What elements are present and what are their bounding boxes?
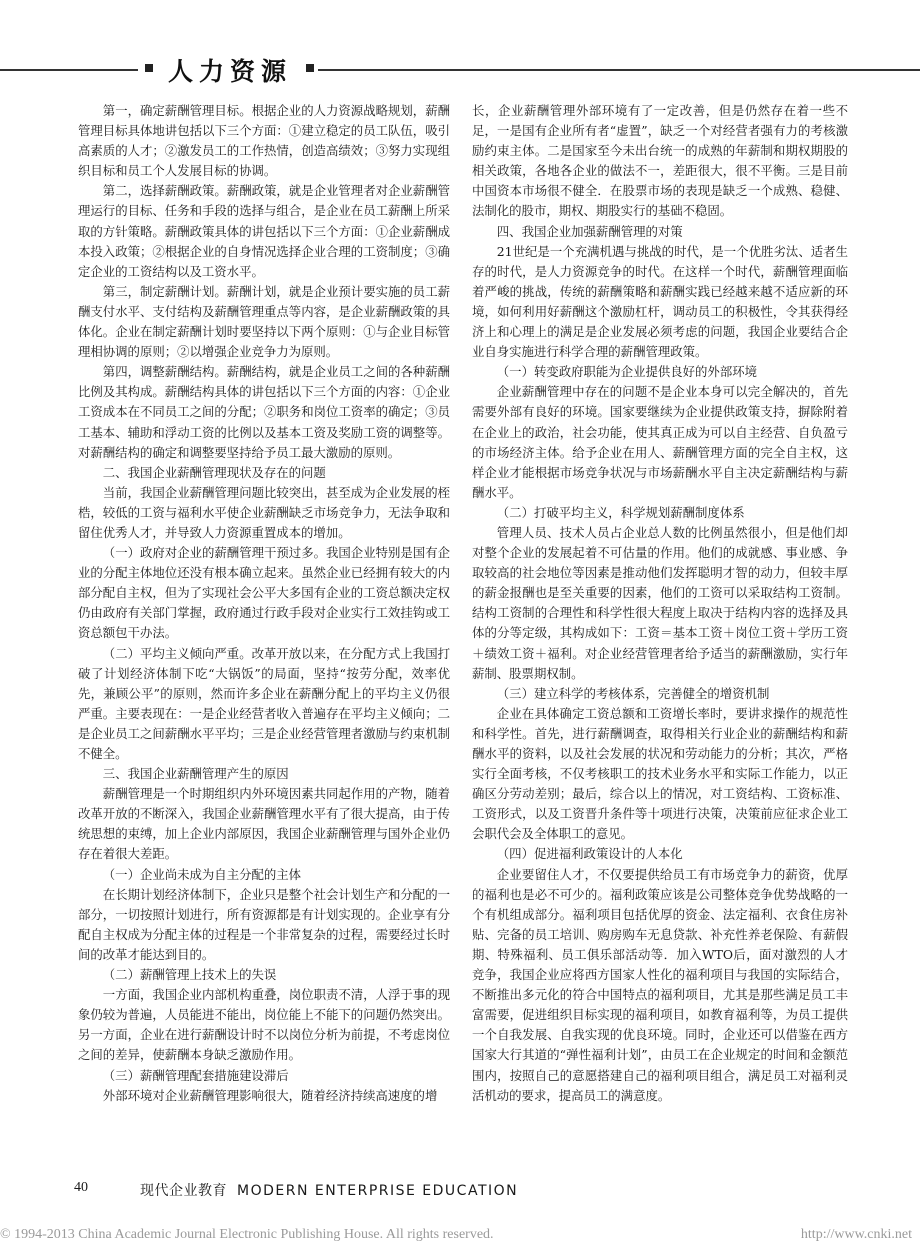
paragraph: （一）政府对企业的薪酬管理干预过多。我国企业特别是国有企业的分配主体地位还没有根本确立起来。虽然企业已经拥有较大的内部分配自主权，但为了实现社会公平大多国有企业的工资总额决定权仍由政府有关部门掌握，政府通过行政手段对企业实行工效挂钩或工资总额包干办法。: [78, 545, 450, 641]
paragraph: 第二，选择薪酬政策。薪酬政策，就是企业管理者对企业薪酬管理运行的目标、任务和手段的选择与组合，是企业在员工薪酬上所采取的方针策略。薪酬政策具体的讲包括以下三个方面：①企业薪酬成本投入政策；②根据企业的自身情况选择企业合理的工资制度；③确定企业的工资结构以及工资水平。: [78, 183, 450, 279]
journal-name-cn: 现代企业教育: [140, 1183, 227, 1199]
section-title: 人力资源: [168, 57, 293, 86]
header-rule-right: [318, 69, 920, 71]
journal-name: [140, 1180, 518, 1200]
section-heading: 四、我国企业加强薪酬管理的对策: [496, 223, 683, 239]
paragraph: 管理人员、技术人员占企业总人数的比例虽然很小，但是他们却对整个企业的发展起着不可估量的作用。他们的成就感、事业感、争取较高的社会地位等因素是推动他们发挥聪明才智的动力，但较丰厚的薪金报酬也是至关重要的因素，他们的工资可以采取结构工资制。结构工资制的合理性和科学性很大程度上取决于结构内容的选择及具体的分等定级，其构成如下：工资＝基本工资＋岗位工资＋学历工资＋绩效工资＋福利。对企业经营管理者给予适当的薪酬激励，实行年薪制、股票期权制。: [472, 524, 848, 681]
paragraph: 企业在具体确定工资总额和工资增长率时，要讲求操作的规范性和科学性。首先，进行薪酬调查，取得相关行业企业的薪酬结构和薪酬水平的资料，以及社会发展的状况和劳动能力的分析；其次，严格实行全面考核，不仅考核职工的技术业务水平和实际工作能力，以正确区分劳动差别；最后，综合以上的情况，对工资结构、工资标准、工资形式，以及工资晋升条件等十项进行决策，决策前应征求企业工会职代会及全体职工的意见。: [472, 705, 848, 842]
subsection-heading: （二）打破平均主义，科学规划薪酬制度体系: [496, 504, 745, 520]
section-heading: 二、我国企业薪酬管理现状及存在的问题: [102, 464, 326, 480]
header-rule-left: [0, 69, 138, 71]
paragraph: 当前，我国企业薪酬管理问题比较突出，甚至成为企业发展的桎梏，较低的工资与福利水平使企业薪酬缺乏市场竞争力，无法争取和留住优秀人才，并导致人力资源重置成本的增加。: [78, 484, 450, 540]
header-square-right: [306, 64, 314, 72]
right-column: [472, 101, 848, 1161]
subsection-heading: （二）薪酬管理上技术上的失误: [102, 967, 277, 983]
subsection-heading: （三）薪酬管理配套措施建设滞后: [102, 1067, 289, 1083]
paragraph: （二）平均主义倾向严重。改革开放以来，在分配方式上我国打破了计划经济体制下吃“大锅饭”的局面，坚持“按劳分配，效率优先，兼顾公平”的原则，然而许多企业在薪酬分配上的平均主义仍很严重。主要表现在：一是企业经营者收入普遍存在平均主义倾向；二是企业员工之间薪酬水平平均；三是企业经营管理者激励与约束机制不健全。: [78, 645, 450, 761]
subsection-heading: （一）企业尚未成为自主分配的主体: [102, 866, 302, 882]
subsection-heading: （四）促进福利政策设计的人本化: [496, 846, 683, 862]
journal-name-en: MODERN ENTERPRISE EDUCATION: [237, 1183, 519, 1199]
paragraph: 一方面，我国企业内部机构重叠，岗位职责不清，人浮于事的现象仍较为普遍，人员能进不能出，岗位能上不能下的问题仍然突出。另一方面，企业在进行薪酬设计时不以岗位分析为前提，不考虑岗位之间的差异，使薪酬本身缺乏激励作用。: [78, 987, 450, 1063]
paragraph: 薪酬管理是一个时期组织内外环境因素共同起作用的产物，随着改革开放的不断深入，我国企业薪酬管理水平有了很大提高，由于传统思想的束缚，加上企业内部原因，我国企业薪酬管理与国外企业仍存在着很大差距。: [78, 786, 450, 862]
paragraph: 企业薪酬管理中存在的问题不是企业本身可以完全解决的，首先需要外部有良好的环境。国家要继续为企业提供政策支持，摒除附着在企业上的政治，社会功能，使其真正成为可以自主经营、自负盈亏的市场经济主体。给予企业在用人、薪酬管理方面的完全自主权，这样企业才能根据市场竞争状况与市场薪酬水平自主决定薪酬结构与薪酬水平。: [472, 384, 848, 500]
paragraph: 长，企业薪酬管理外部环境有了一定改善，但是仍然存在着一些不足，一是国有企业所有者“虚置”，缺乏一个对经营者强有力的考核激励约束主体。二是国家至今未出台统一的成熟的年薪制和期权期股的相关政策，各地各企业的做法不一，差距很大，很不平衡。三是目前中国资本市场很不健全．在股票市场的表现是缺乏一个成熟、稳健、法制化的股市，期权、期股实行的基础不稳固。: [472, 103, 848, 219]
paragraph: 第四，调整薪酬结构。薪酬结构，就是企业员工之间的各种薪酬比例及其构成。薪酬结构具体的讲包括以下三个方面的内容：①企业工资成本在不同员工之间的分配；②职务和岗位工资率的确定；③员工基本、辅助和浮动工资的比例以及基本工资及奖励工资的调整等。对薪酬结构的确定和调整要坚持给予员工最大激励的原则。: [78, 364, 450, 460]
paragraph: 第三，制定薪酬计划。薪酬计划，就是企业预计要实施的员工薪酬支付水平、支付结构及薪酬管理重点等内容，是企业薪酬政策的具体化。企业在制定薪酬计划时要坚持以下两个原则：①与企业目标管理相协调的原则；②以增强企业竞争力为原则。: [78, 283, 450, 360]
paragraph: 外部环境对企业薪酬管理影响很大，随着经济持续高速度的增: [102, 1087, 438, 1103]
page-number: 40: [74, 1180, 88, 1195]
subsection-heading: （一）转变政府职能为企业提供良好的外部环境: [496, 364, 757, 380]
paragraph: 第一，确定薪酬管理目标。根据企业的人力资源战略规划，薪酬管理目标具体地讲包括以下三个方面：①建立稳定的员工队伍，吸引高素质的人才；②激发员工的工作热情，创造高绩效；③努力实现组织目标和员工个人发展目标的协调。: [78, 103, 450, 179]
header-square-left: [145, 64, 153, 72]
paragraph: 在长期计划经济体制下，企业只是整个社会计划生产和分配的一部分，一切按照计划进行，所有资源都是有计划实现的。企业享有分配自主权成为分配主体的过程是一个非常复杂的过程，需要经过长时间的改革才能达到目的。: [78, 886, 450, 962]
cnki-link[interactable]: http://www.cnki.net: [800, 1227, 912, 1242]
section-heading: 三、我国企业薪酬管理产生的原因: [102, 766, 289, 782]
left-column: [78, 101, 450, 1161]
copyright-text: © 1994-2013 China Academic Journal Electronic Publishing House. All rights reserved.: [0, 1227, 494, 1242]
copyright-bar: [0, 1227, 920, 1243]
paragraph: 21世纪是一个充满机遇与挑战的时代，是一个优胜劣汰、适者生存的时代，是人力资源竞争的时代。在这样一个时代，薪酬管理面临着严峻的挑战，传统的薪酬策略和薪酬实践已经越来越不适应新的环境，如何利用好薪酬这个激励杠杆，调动员工的积极性，令其获得经济上和心理上的满足是企业发展必须考虑的问题，我国企业要结合企业自身实施进行科学合理的薪酬管理政策。: [472, 243, 848, 360]
paragraph: 企业要留住人才，不仅要提供给员工有市场竞争力的薪资，优厚的福利也是必不可少的。福利政策应该是公司整体竞争优势战略的一个有机组成部分。福利项目包括优厚的资金、法定福利、衣食住房补贴、完备的员工培训、购房购车无息贷款、补充性养老保险、有薪假期、特殊福利、员工俱乐部活动等．加入WTO后，面对激烈的人才竞争，我国企业应将西方国家人性化的福利项目与我国的实际结合，不断推出多元化的符合中国特点的福利项目，尤其是那些满足员工丰富需要，促进组织目标实现的福利项目，如教育福利等，为员工提供一个自我发展、自我实现的优良环境。同时，企业还可以借鉴在西方国家大行其道的“弹性福利计划”，由员工在企业规定的时间和金额范围内，按照自己的意愿搭建自己的福利项目组合，满足员工对福利灵活机动的要求，提高员工的满意度。: [472, 866, 848, 1103]
subsection-heading: （三）建立科学的考核体系，完善健全的增资机制: [496, 685, 770, 701]
